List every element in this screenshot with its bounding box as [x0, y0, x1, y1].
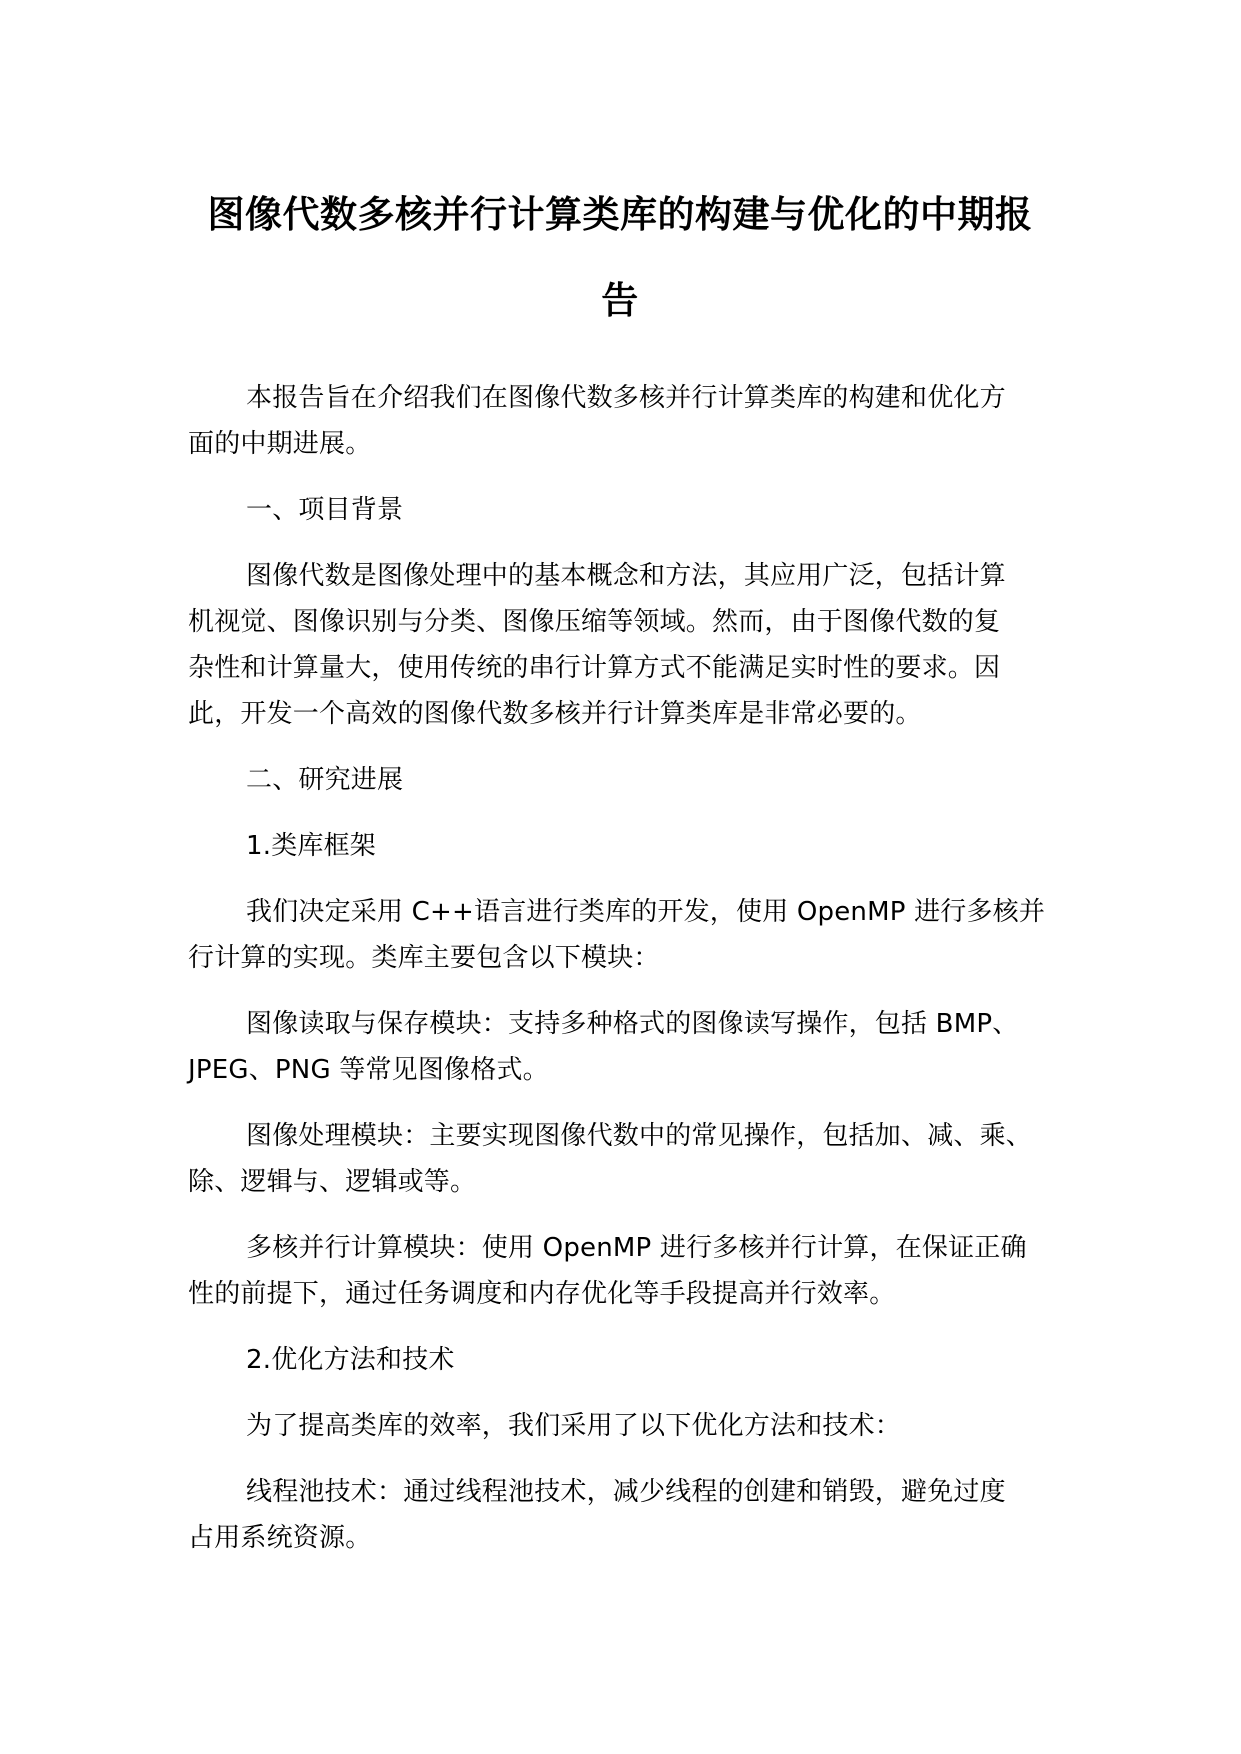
paragraph-line: 多核并行计算模块：使用 OpenMP 进行多核并行计算，在保证正确: [246, 1233, 1027, 1263]
paragraph-processing-module: [188, 1113, 1088, 1205]
section-heading-background: [188, 487, 1088, 533]
paragraph-line: 行计算的实现。类库主要包含以下模块：: [188, 943, 660, 973]
paragraph-line: 2.优化方法和技术: [246, 1345, 455, 1375]
paragraph-line: 机视觉、图像识别与分类、图像压缩等领域。然而，由于图像代数的复: [188, 607, 1001, 637]
paragraph-line: 占用系统资源。: [188, 1523, 372, 1553]
paragraph-optimization-intro: [188, 1403, 1088, 1449]
paragraph-parallel-module: [188, 1225, 1088, 1317]
document-title: [190, 172, 1050, 344]
paragraph-line: 1.类库框架: [246, 831, 377, 861]
paragraph-line: 二、研究进展: [246, 765, 404, 795]
paragraph-io-module: [188, 1001, 1088, 1093]
paragraph-framework: [188, 889, 1088, 981]
paragraph-line: 除、逻辑与、逻辑或等。: [188, 1167, 477, 1197]
document-body: [188, 375, 1088, 1581]
paragraph-line: JPEG、PNG 等常见图像格式。: [188, 1055, 549, 1085]
section-heading-progress: [188, 757, 1088, 803]
paragraph-line: 此，开发一个高效的图像代数多核并行计算类库是非常必要的。: [188, 699, 922, 729]
subsection-heading-optimization: [188, 1337, 1088, 1383]
paragraph-line: 面的中期进展。: [188, 429, 372, 459]
paragraph-line: 我们决定采用 C++语言进行类库的开发，使用 OpenMP 进行多核并: [246, 897, 1046, 927]
paragraph-line: 图像处理模块：主要实现图像代数中的常见操作，包括加、减、乘、: [246, 1121, 1033, 1151]
paragraph-intro: [188, 375, 1088, 467]
paragraph-line: 一、项目背景: [246, 495, 404, 525]
paragraph-thread-pool: [188, 1469, 1088, 1561]
title-line-1: 图像代数多核并行计算类库的构建与优化的中期报: [207, 193, 1033, 236]
paragraph-line: 线程池技术：通过线程池技术，减少线程的创建和销毁，避免过度: [246, 1477, 1006, 1507]
paragraph-line: 为了提高类库的效率，我们采用了以下优化方法和技术：: [246, 1411, 902, 1441]
paragraph-line: 杂性和计算量大，使用传统的串行计算方式不能满足实时性的要求。因: [188, 653, 1001, 683]
paragraph-line: 性的前提下，通过任务调度和内存优化等手段提高并行效率。: [188, 1279, 896, 1309]
paragraph-line: 图像代数是图像处理中的基本概念和方法，其应用广泛，包括计算: [246, 561, 1006, 591]
title-line-2: 告: [601, 279, 639, 322]
subsection-heading-framework: [188, 823, 1088, 869]
paragraph-line: 图像读取与保存模块：支持多种格式的图像读写操作，包括 BMP、: [246, 1009, 1019, 1039]
paragraph-background: [188, 553, 1088, 737]
paragraph-line: 本报告旨在介绍我们在图像代数多核并行计算类库的构建和优化方: [246, 383, 1006, 413]
